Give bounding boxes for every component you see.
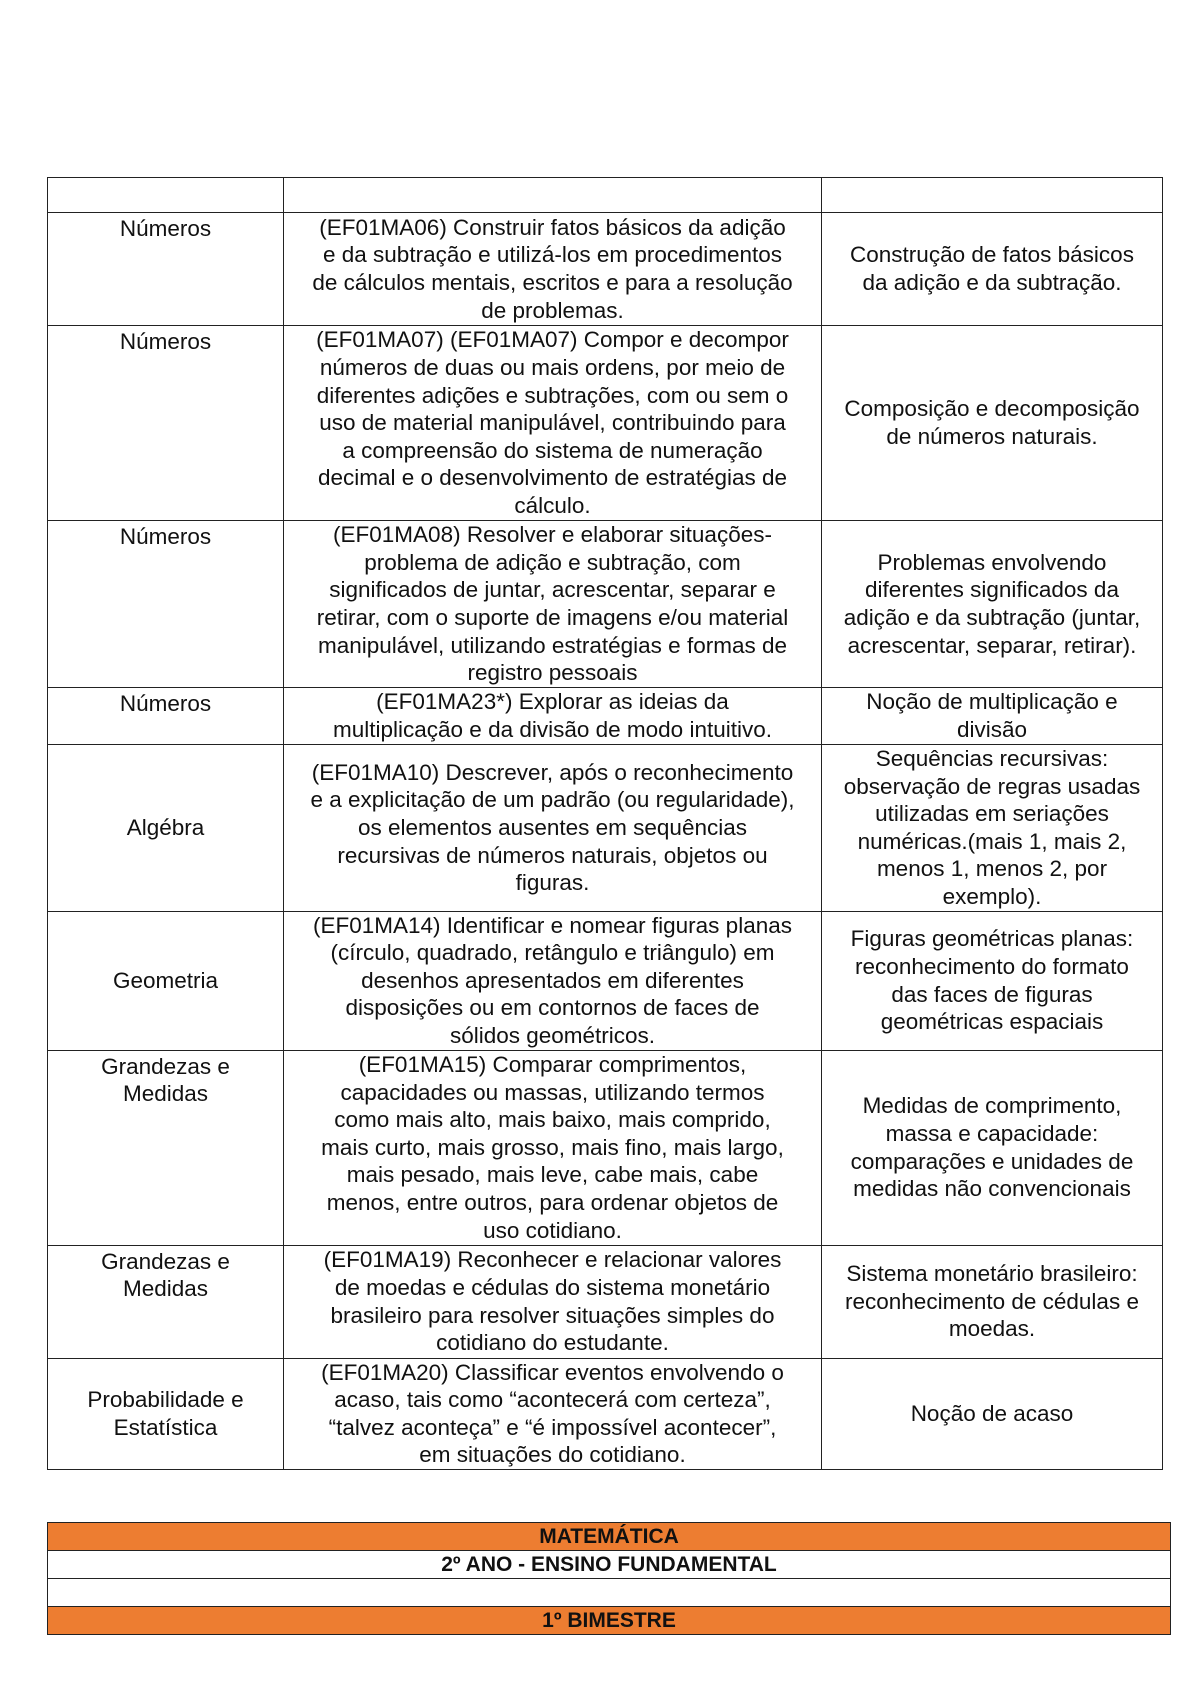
table-row	[48, 1050, 1163, 1245]
skill-cell: (EF01MA10) Descrever, após o reconhecimento e a explicitação de um padrão (ou regularidade), os elementos ausentes em sequências recursivas de números naturais, objetos ou figuras.	[284, 745, 822, 912]
table-row	[48, 521, 1163, 688]
table-row	[48, 911, 1163, 1050]
subject-title: MATEMÁTICA	[48, 1523, 1171, 1551]
table-row	[48, 1245, 1163, 1358]
curriculum-table	[47, 177, 1163, 1470]
unit-cell: Números	[48, 688, 284, 745]
table-row	[48, 1358, 1163, 1469]
skill-cell: (EF01MA20) Classificar eventos envolvendo o acaso, tais como “acontecerá com certeza”, “talvez aconteça” e “é impossível acontecer”, em situações do cotidiano.	[284, 1358, 822, 1469]
object-cell: Construção de fatos básicos da adição e da subtração.	[822, 213, 1163, 326]
object-cell: Sistema monetário brasileiro: reconhecimento de cédulas e moedas.	[822, 1245, 1163, 1358]
skill-cell: (EF01MA14) Identificar e nomear figuras planas (círculo, quadrado, retângulo e triângulo) em desenhos apresentados em diferentes disposições ou em contornos de faces de sólidos geométricos.	[284, 911, 822, 1050]
skill-cell: (EF01MA08) Resolver e elaborar situações- problema de adição e subtração, com significados de juntar, acrescentar, separar e retirar, com o suporte de imagens e/ou material manipulável, utilizando estratégias e formas de registro pessoais	[284, 521, 822, 688]
skill-cell	[284, 178, 822, 213]
skill-cell: (EF01MA07) (EF01MA07) Compor e decompor números de duas ou mais ordens, por meio de diferentes adições e subtrações, com ou sem o uso de material manipulável, contribuindo para a compreensão do sistema de numeração decimal e o desenvolvimento de estratégias de cálculo.	[284, 326, 822, 521]
unit-cell: Números	[48, 326, 284, 521]
blank-row	[48, 1579, 1171, 1607]
skill-cell: (EF01MA06) Construir fatos básicos da adição e da subtração e utilizá-los em procedimentos de cálculos mentais, escritos e para a resolução de problemas.	[284, 213, 822, 326]
table-row	[48, 688, 1163, 745]
skill-cell: (EF01MA15) Comparar comprimentos, capacidades ou massas, utilizando termos como mais alto, mais baixo, mais comprido, mais curto, mais grosso, mais fino, mais largo, mais pesado, mais leve, cabe mais, cabe menos, entre outros, para ordenar objetos de uso cotidiano.	[284, 1050, 822, 1245]
table-row	[48, 213, 1163, 326]
unit-cell: Números	[48, 521, 284, 688]
unit-cell: Números	[48, 213, 284, 326]
object-cell: Noção de acaso	[822, 1358, 1163, 1469]
object-cell: Figuras geométricas planas: reconhecimento do formato das faces de figuras geométricas espaciais	[822, 911, 1163, 1050]
section-header-table	[47, 1522, 1171, 1635]
term-title: 1º BIMESTRE	[48, 1607, 1171, 1635]
object-cell: Problemas envolvendo diferentes significados da adição e da subtração (juntar, acrescentar, separar, retirar).	[822, 521, 1163, 688]
object-cell	[822, 178, 1163, 213]
table-row	[48, 745, 1163, 912]
object-cell: Noção de multiplicação e divisão	[822, 688, 1163, 745]
grade-title: 2º ANO - ENSINO FUNDAMENTAL	[48, 1551, 1171, 1579]
unit-cell: Probabilidade e Estatística	[48, 1358, 284, 1469]
unit-cell: Geometria	[48, 911, 284, 1050]
table-row	[48, 178, 1163, 213]
skill-cell: (EF01MA23*) Explorar as ideias da multiplicação e da divisão de modo intuitivo.	[284, 688, 822, 745]
object-cell: Sequências recursivas: observação de regras usadas utilizadas em seriações numéricas.(mais 1, mais 2, menos 1, menos 2, por exemplo).	[822, 745, 1163, 912]
unit-cell: Grandezas e Medidas	[48, 1050, 284, 1245]
unit-cell: Algébra	[48, 745, 284, 912]
object-cell: Medidas de comprimento, massa e capacidade: comparações e unidades de medidas não convencionais	[822, 1050, 1163, 1245]
unit-cell	[48, 178, 284, 213]
unit-cell: Grandezas e Medidas	[48, 1245, 284, 1358]
object-cell: Composição e decomposição de números naturais.	[822, 326, 1163, 521]
table-row	[48, 326, 1163, 521]
skill-cell: (EF01MA19) Reconhecer e relacionar valores de moedas e cédulas do sistema monetário brasileiro para resolver situações simples do cotidiano do estudante.	[284, 1245, 822, 1358]
